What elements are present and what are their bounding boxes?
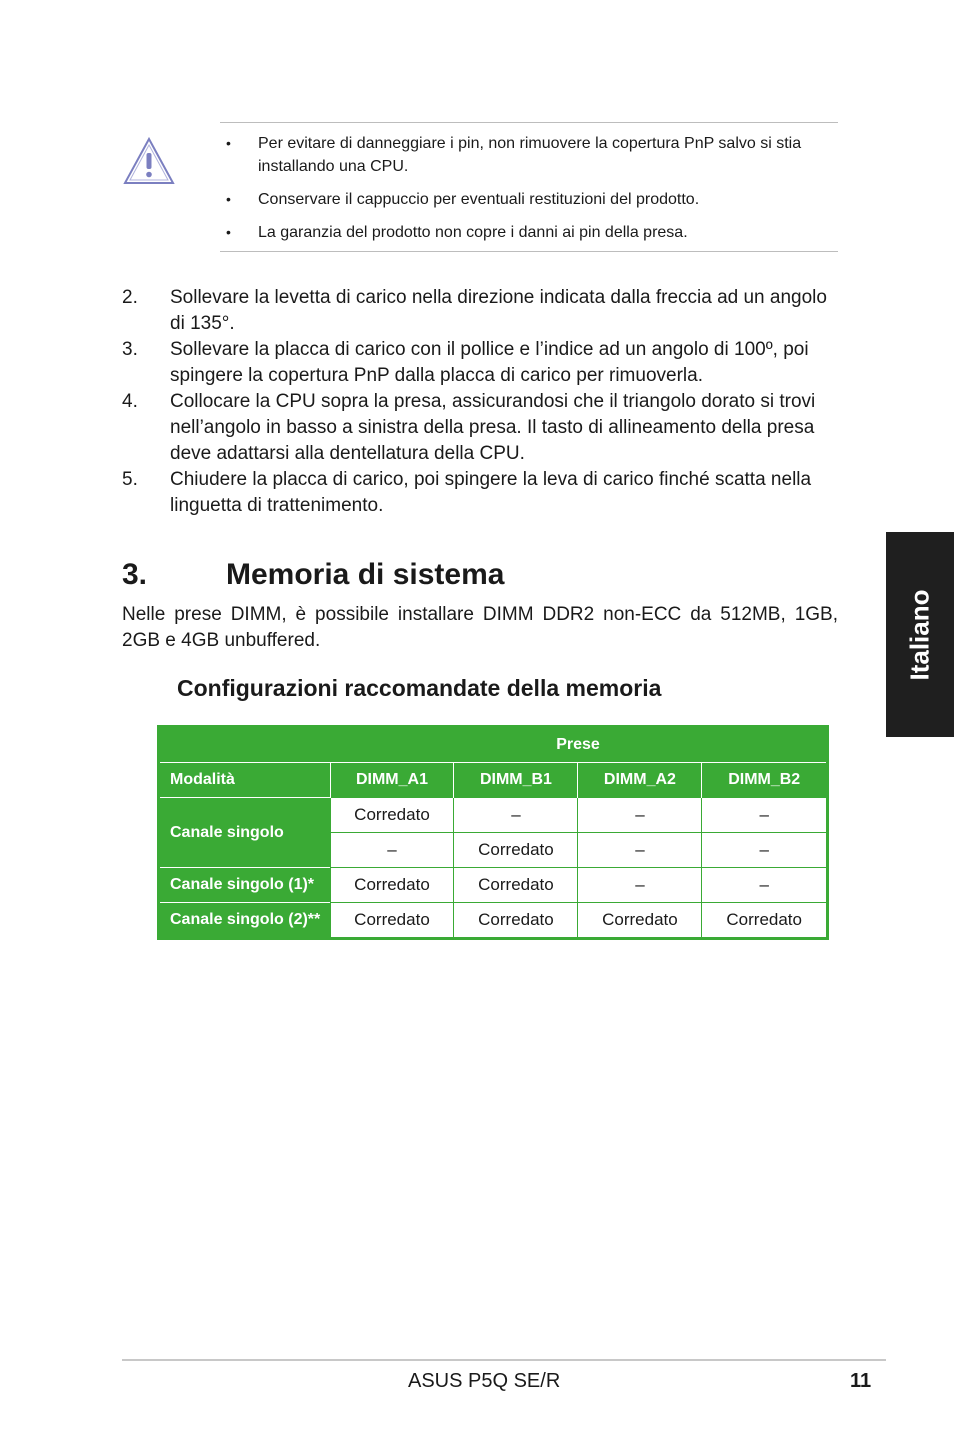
bullet: • [226, 224, 231, 240]
table-cell: – [702, 868, 828, 903]
table-cell: Corredato [702, 903, 828, 939]
table-cell: – [578, 868, 702, 903]
language-label: Italiano [904, 588, 935, 681]
table-row [159, 903, 828, 939]
section-title [122, 558, 504, 592]
section-number: 3. [122, 558, 148, 591]
warning-triangle-icon [122, 136, 176, 186]
table-row [159, 798, 828, 833]
step-text: Collocare la CPU sopra la presa, assicurandosi che il triangolo dorato si trovi nell’angolo in basso a sinistra della presa. Il tasto di allineamento della presa deve adattarsi alla dentellatura della CPU. [170, 391, 816, 464]
step-text: Chiudere la placca di carico, poi spingere la leva di carico finché scatta nella linguetta di trattenimento. [170, 469, 812, 516]
step-number: 3. [122, 339, 138, 360]
bullet: • [226, 191, 231, 207]
footer-model: ASUS P5Q SE/R [408, 1370, 561, 1392]
table-row [159, 868, 828, 903]
table-cell: Corredato [454, 868, 578, 903]
column-header: DIMM_A1 [330, 763, 454, 798]
caution-item [226, 188, 828, 211]
table-cell: Corredato [330, 868, 454, 903]
step-number: 4. [122, 391, 138, 412]
caution-item-text: Per evitare di danneggiare i pin, non rimuovere la copertura PnP salvo si stia installando una CPU. [258, 135, 802, 175]
table-cell: – [578, 798, 702, 833]
table-group-header: Prese [330, 727, 828, 763]
step-item [122, 337, 838, 389]
bullet: • [226, 135, 231, 151]
step-number: 2. [122, 287, 138, 308]
step-item [122, 389, 838, 467]
step-text: Sollevare la placca di carico con il pollice e l’indice ad un angolo di 100º, poi spingere la copertura PnP dalla placca di carico per rimuoverla. [170, 339, 809, 386]
caution-item [226, 221, 828, 244]
language-side-tab [886, 532, 954, 737]
table-cell: – [454, 798, 578, 833]
step-item [122, 285, 838, 337]
mode-header: Modalità [159, 763, 331, 798]
caution-item [226, 132, 828, 178]
column-header: DIMM_A2 [578, 763, 702, 798]
table-cell: – [702, 798, 828, 833]
caution-box [220, 122, 838, 252]
caution-item-text: La garanzia del prodotto non copre i danni ai pin della presa. [258, 224, 688, 241]
row-label: Canale singolo [159, 798, 331, 868]
table-cell: Corredato [454, 833, 578, 868]
step-text: Sollevare la levetta di carico nella direzione indicata dalla freccia ad un angolo di 135°. [170, 287, 827, 334]
footer-divider [122, 1359, 886, 1361]
table-cell: Corredato [454, 903, 578, 939]
table-cell: Corredato [330, 903, 454, 939]
instruction-steps [122, 285, 838, 519]
table-cell: Corredato [578, 903, 702, 939]
column-header: DIMM_B2 [702, 763, 828, 798]
table-cell: Corredato [330, 798, 454, 833]
step-item [122, 467, 838, 519]
page-number: 11 [850, 1370, 872, 1392]
subsection-title: Configurazioni raccomandate della memoria [177, 675, 662, 701]
section-intro: Nelle prese DIMM, è possibile installare DIMM DDR2 non-ECC da 512MB, 1GB, 2GB e 4GB unbuffered. [122, 604, 838, 651]
table-cell: – [702, 833, 828, 868]
step-number: 5. [122, 469, 138, 490]
table-cell: – [578, 833, 702, 868]
row-label: Canale singolo (1)* [159, 868, 331, 903]
section-title-text: Memoria di sistema [226, 558, 505, 591]
table-cell: – [330, 833, 454, 868]
row-label: Canale singolo (2)** [159, 903, 331, 939]
table-corner [159, 727, 331, 763]
memory-config-table [157, 725, 829, 940]
caution-item-text: Conservare il cappuccio per eventuali restituzioni del prodotto. [258, 191, 700, 208]
column-header: DIMM_B1 [454, 763, 578, 798]
